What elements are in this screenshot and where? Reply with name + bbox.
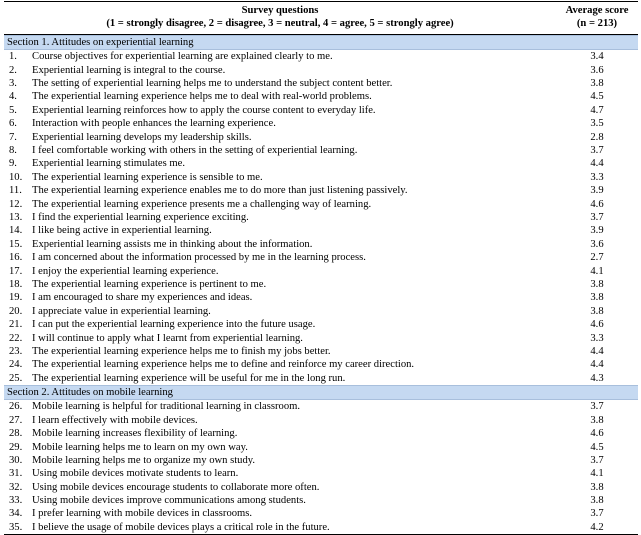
table-row [4,441,638,454]
average-score: 2.8 [590,131,604,143]
question-text: Mobile learning helps me to learn on my own way. [32,441,248,453]
question-number: 35. [9,521,23,533]
table-row [4,318,638,331]
average-score: 3.8 [590,78,604,90]
average-score: 4.5 [590,91,604,103]
question-text: I am encouraged to share my experiences and ideas. [32,292,253,304]
average-score: 3.7 [590,508,604,520]
question-number: 15. [9,238,23,250]
table-row [4,64,638,77]
question-number: 17. [9,265,23,277]
questions-title: Survey questions [241,5,319,16]
question-number: 12. [9,198,23,210]
question-text: I prefer learning with mobile devices in classrooms. [32,508,253,520]
question-number: 5. [9,104,17,116]
sample-size-note: (n = 213) [576,18,618,29]
question-text: The experiential learning experience will be useful for me in the long run. [32,372,346,384]
question-number: 13. [9,211,23,223]
question-text: The experiential learning experience helps me to define and reinforce my career direction. [32,359,415,371]
table-row [4,211,638,224]
question-text: I like being active in experiential learning. [32,225,212,237]
question-number: 28. [9,428,23,440]
question-number: 18. [9,278,23,290]
question-text: Mobile learning increases flexibility of learning. [32,428,238,440]
table-row [4,427,638,440]
average-score: 3.8 [590,481,604,493]
average-score: 3.6 [590,64,604,76]
question-number: 34. [9,508,23,520]
table-row [4,400,638,413]
table-row [4,521,638,534]
question-number: 14. [9,225,23,237]
question-text: I enjoy the experiential learning experience. [32,265,219,277]
question-number: 9. [9,158,17,170]
question-text: Experiential learning stimulates me. [32,158,185,170]
average-score: 3.8 [590,278,604,290]
average-score: 3.9 [590,225,604,237]
question-text: The experiential learning experience helps me to finish my jobs better. [32,345,331,357]
question-text: Course objectives for experiential learning are explained clearly to me. [32,51,333,63]
question-text: I will continue to apply what I learnt from experiential learning. [32,332,303,344]
question-number: 30. [9,454,23,466]
section-header: Section 1. Attitudes on experiential learning [4,35,638,50]
question-text: I learn effectively with mobile devices. [32,414,198,426]
table-row [4,198,638,211]
question-number: 20. [9,305,23,317]
average-score: 3.8 [590,495,604,507]
average-score: 4.4 [590,359,604,371]
score-title: Average score [565,5,629,16]
question-text: The experiential learning experience presents me a challenging way of learning. [32,198,372,210]
table-row [4,507,638,520]
question-number: 31. [9,468,23,480]
question-text: Experiential learning develops my leadership skills. [32,131,252,143]
question-number: 23. [9,345,23,357]
question-number: 27. [9,414,23,426]
table-header [4,1,638,35]
average-score: 4.2 [590,521,604,533]
table-row [4,104,638,117]
question-number: 29. [9,441,23,453]
question-number: 11. [9,185,22,197]
question-number: 3. [9,78,17,90]
average-score: 2.7 [590,252,604,264]
average-score: 3.7 [590,145,604,157]
table-row [4,117,638,130]
question-text: Using mobile devices motivate students to learn. [32,468,239,480]
question-number: 19. [9,292,23,304]
table-row [4,345,638,358]
average-score: 3.3 [590,171,604,183]
question-number: 25. [9,372,23,384]
question-number: 8. [9,145,17,157]
average-score: 3.5 [590,118,604,130]
average-score: 3.8 [590,292,604,304]
question-text: Mobile learning is helpful for traditional learning in classroom. [32,401,301,413]
question-text: I am concerned about the information processed by me in the learning process. [32,252,366,264]
scale-note: (1 = strongly disagree, 2 = disagree, 3 = neutral, 4 = agree, 5 = strongly agree) [106,18,454,29]
question-number: 33. [9,495,23,507]
table-row [4,372,638,385]
question-text: Mobile learning helps me to organize my own study. [32,454,256,466]
average-score: 3.6 [590,238,604,250]
average-score: 4.5 [590,441,604,453]
question-number: 4. [9,91,17,103]
question-number: 26. [9,401,23,413]
average-score: 3.7 [590,454,604,466]
question-number: 10. [9,171,23,183]
table-row [4,131,638,144]
question-text: I feel comfortable working with others in the setting of experiential learning. [32,145,358,157]
table-row [4,481,638,494]
average-score: 3.9 [590,185,604,197]
table-row [4,157,638,170]
average-score: 3.4 [590,51,604,63]
questions-column-header [4,2,556,34]
question-text: The experiential learning experience is sensible to me. [32,171,263,183]
average-score: 4.7 [590,104,604,116]
average-score: 3.8 [590,414,604,426]
table-row [4,77,638,90]
question-text: Using mobile devices encourage students to collaborate more often. [32,481,320,493]
question-text: The experiential learning experience is pertinent to me. [32,278,267,290]
question-text: I believe the usage of mobile devices plays a critical role in the future. [32,521,330,533]
survey-table [4,1,638,535]
question-text: I find the experiential learning experience exciting. [32,211,249,223]
question-number: 16. [9,252,23,264]
average-score: 3.8 [590,305,604,317]
question-number: 32. [9,481,23,493]
average-score: 3.7 [590,401,604,413]
table-row [4,90,638,103]
table-row [4,171,638,184]
question-text: Using mobile devices improve communications among students. [32,495,306,507]
table-row [4,251,638,264]
average-score: 4.1 [590,265,604,277]
table-row [4,467,638,480]
average-score: 3.3 [590,332,604,344]
score-column-header [556,2,638,34]
average-score: 4.4 [590,345,604,357]
section-header: Section 2. Attitudes on mobile learning [4,385,638,400]
table-row [4,494,638,507]
table-row [4,414,638,427]
table-body [4,35,638,534]
question-number: 6. [9,118,17,130]
average-score: 4.6 [590,428,604,440]
average-score: 3.7 [590,211,604,223]
question-text: I appreciate value in experiential learning. [32,305,211,317]
question-number: 21. [9,319,23,331]
table-row [4,332,638,345]
average-score: 4.6 [590,198,604,210]
question-number: 24. [9,359,23,371]
table-row [4,291,638,304]
question-text: I can put the experiential learning experience into the future usage. [32,319,316,331]
table-row [4,50,638,63]
table-row [4,265,638,278]
question-text: Experiential learning is integral to the course. [32,64,226,76]
question-text: Interaction with people enhances the learning experience. [32,118,276,130]
question-text: The experiential learning experience helps me to deal with real-world problems. [32,91,372,103]
question-text: The setting of experiential learning helps me to understand the subject content better. [32,78,393,90]
question-text: Experiential learning reinforces how to apply the course content to everyday life. [32,104,376,116]
question-text: Experiential learning assists me in thinking about the information. [32,238,313,250]
question-number: 22. [9,332,23,344]
table-row [4,305,638,318]
average-score: 4.3 [590,372,604,384]
table-row [4,224,638,237]
average-score: 4.1 [590,468,604,480]
table-row [4,238,638,251]
table-row [4,358,638,371]
table-row [4,454,638,467]
table-row [4,184,638,197]
table-row [4,278,638,291]
question-number: 2. [9,64,17,76]
question-number: 1. [9,51,17,63]
average-score: 4.4 [590,158,604,170]
average-score: 4.6 [590,319,604,331]
question-number: 7. [9,131,17,143]
question-text: The experiential learning experience enables me to do more than just listening passively. [32,185,408,197]
table-row [4,144,638,157]
